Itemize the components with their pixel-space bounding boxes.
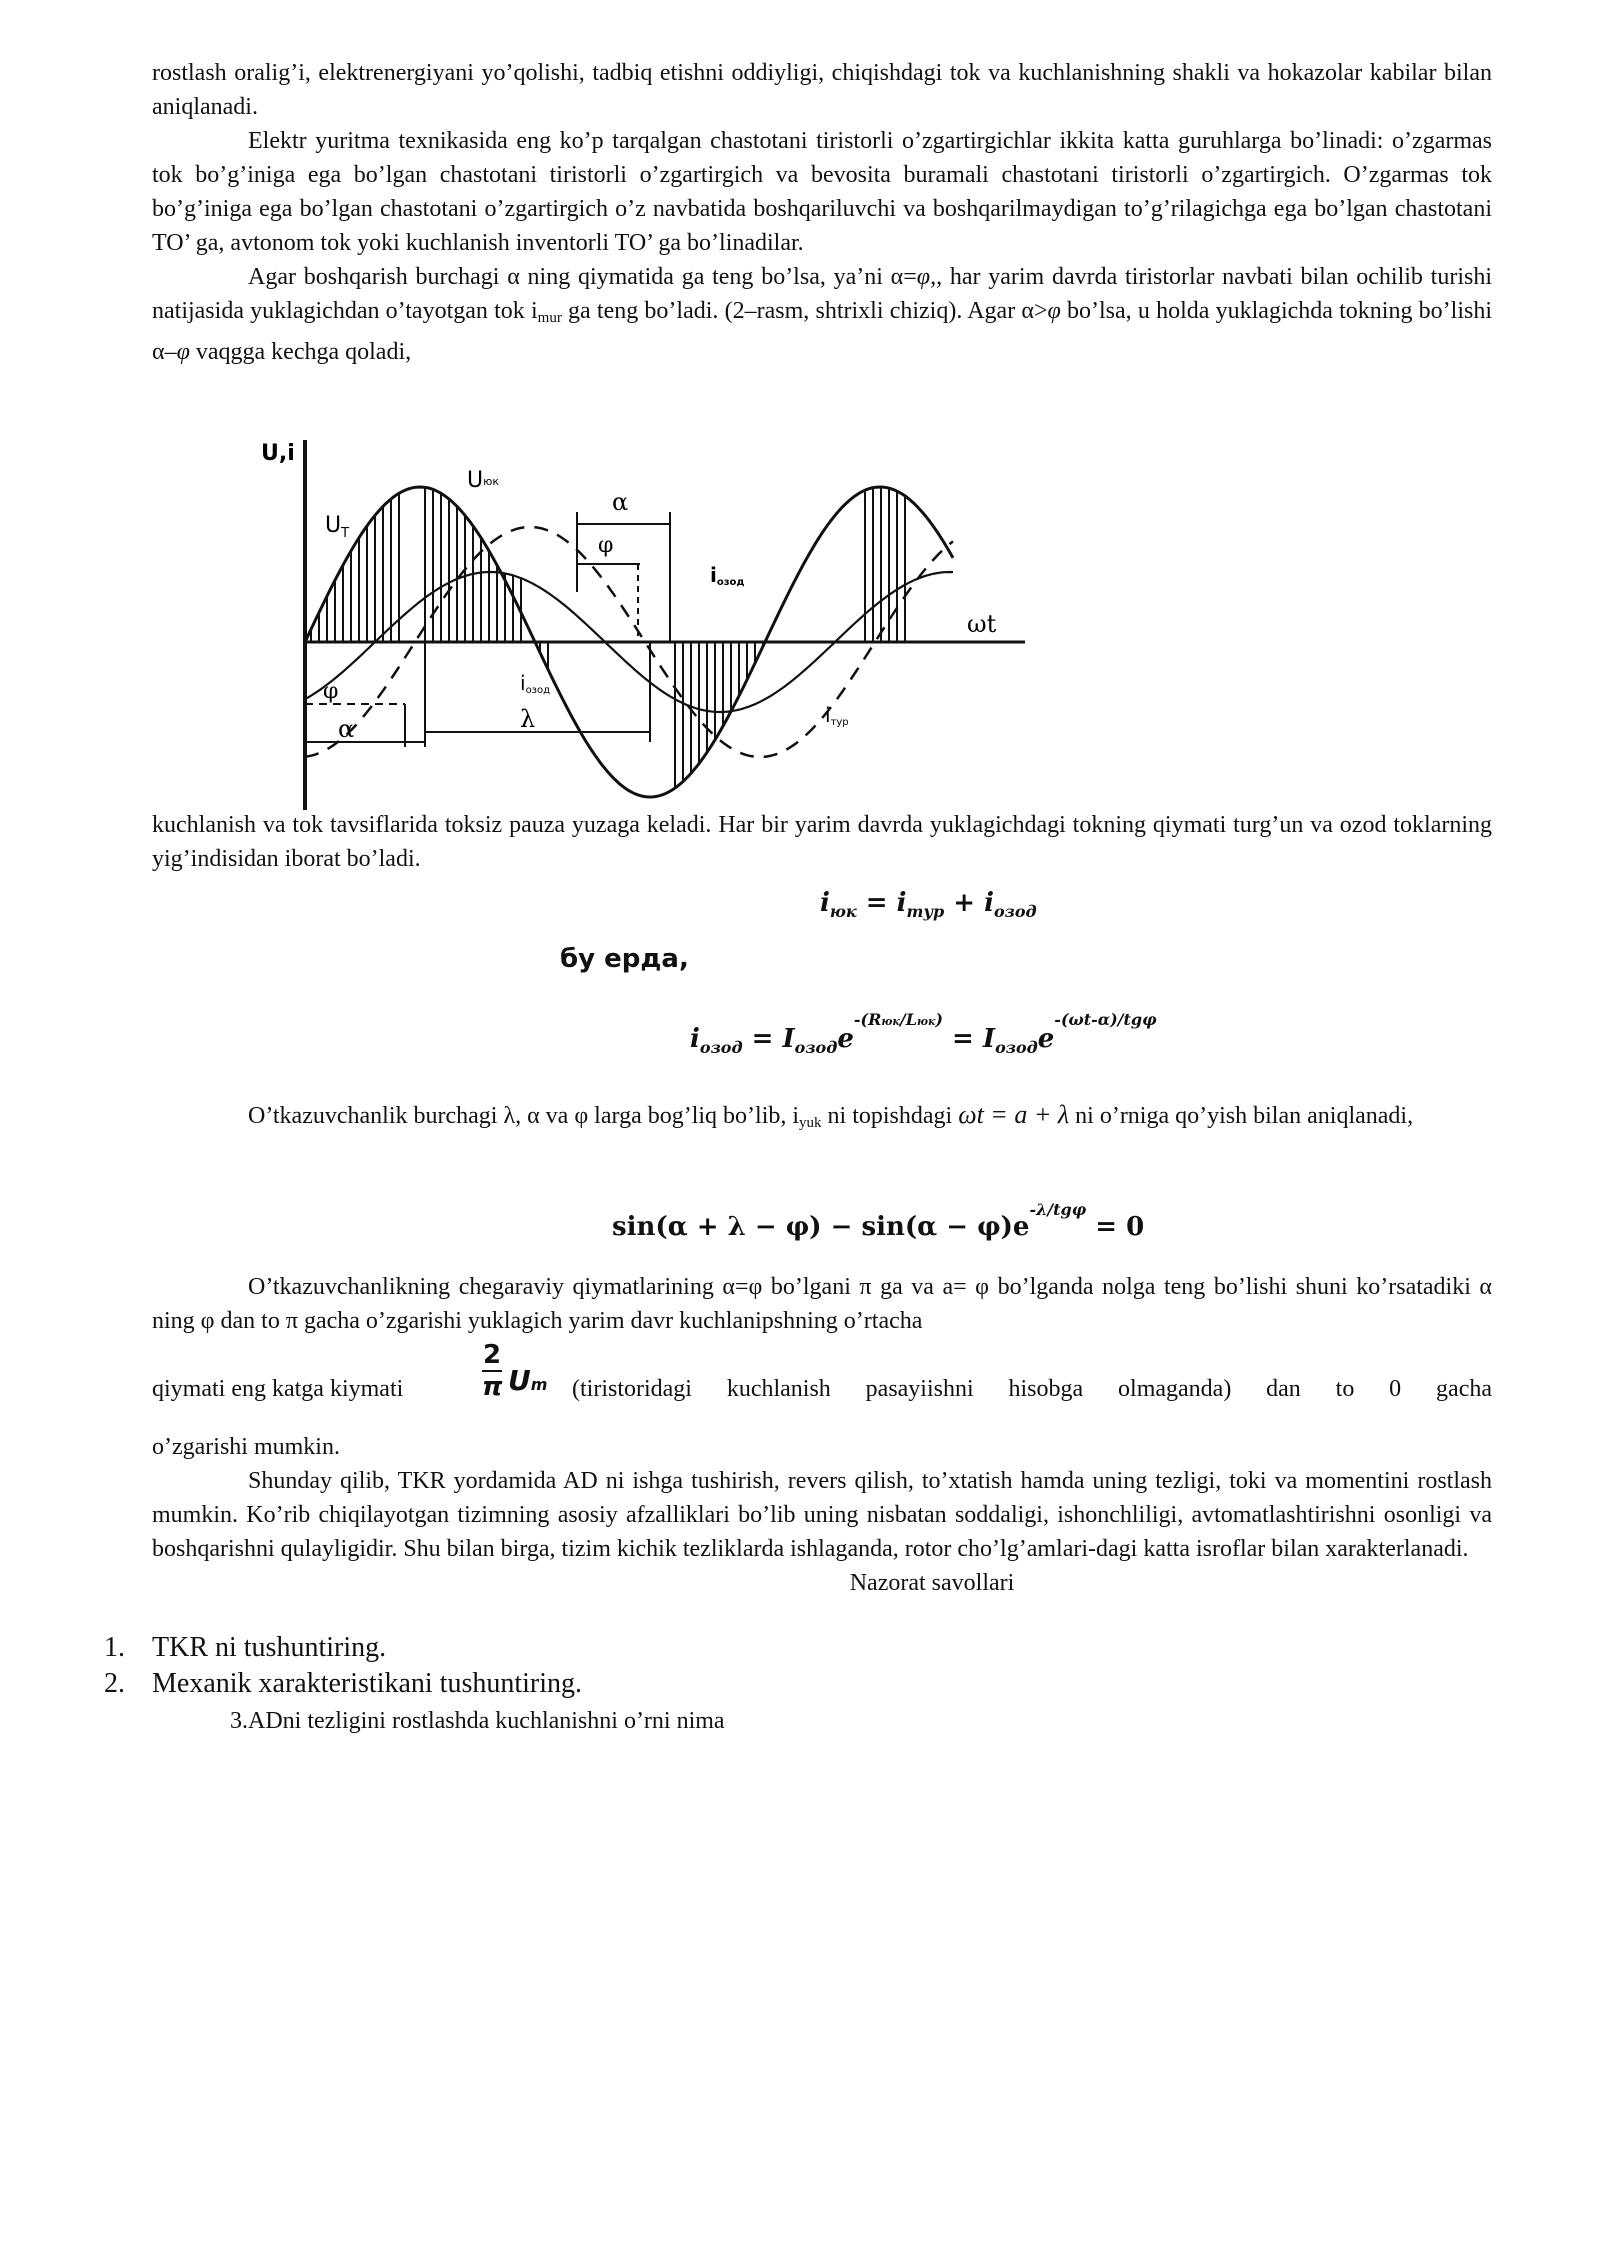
question-3: 3.ADni tezligini rostlashda kuchlanishni o’rni nima xyxy=(230,1708,725,1734)
paragraph-5: O’tkazuvchanlik burchagi λ, α va φ larga bog’liq bo’lib, $i_{yuk}$ ni topishdagi ωt = a + λ ni o’rniga qo’yish bilan aniqlanadi, xyxy=(248,1100,1414,1131)
paragraph-8: o’zgarishi mumkin. xyxy=(152,1434,340,1460)
label-wt: ωt xyxy=(967,610,997,638)
question-2-text: Mexanik xarakteristikani tushuntiring. xyxy=(152,1668,583,1699)
page-body-5 xyxy=(152,1430,1492,1600)
page-body-2 xyxy=(152,808,1492,876)
equation-3: $\sin(\alpha + \lambda - \varphi) - \sin(\alpha - \varphi)e^{-\lambda/tg\varphi} = 0$ xyxy=(612,1200,1145,1242)
para7-text-b: (tiristoridagi kuchlanish pasayiishni hisobga olmaganda) dan to 0 gacha xyxy=(572,1376,1492,1402)
fraction: 2 π xyxy=(482,1340,503,1402)
um-symbol: Um xyxy=(508,1364,548,1397)
equation-2: $i_{озод} = I_{озод}e^{-(Rюк/Lюк)} = I_{озод}e^{-(\omega t-\alpha)/tg\varphi}$ xyxy=(690,1010,1157,1057)
paragraph-9: Shunday qilib, TKR yordamida AD ni ishga tushirish, revers qilish, to’xtatish hamda uning tezligi, toki va momentini rostlash mumkin. Ko’rib chiqilayotgan tizimning asosiy afzalliklari bo’lib uning nisbatan soddaligi, ishonchliligi, avtomatlashtirishni osonligi va boshqarishni qulayligidir. Shu bilan birga, tizim kichik tezliklarda ishlaganda, rotor cho’lg’amlari-dagi katta isroflar bilan xarakterlanadi. xyxy=(152,1468,1492,1562)
paragraph-6: O’tkazuvchanlikning chegaraviy qiymatlarining α=φ bo’lgani π ga va a= φ bo’lganda nolga teng bo’lishi shuni ko’rsatadiki α ning φ dan to π gacha o’zgarishi yuklagich yarim davr kuchlanipshning o’rtacha xyxy=(152,1274,1492,1334)
paragraph-3: Agar boshqarish burchagi α ning qiymatida ga teng bo’lsa, ya’ni α=φ,, har yarim davrda tiristorlar navbati bilan ochilib turishi natijasida yuklagichdan o’tayotgan tok $i_{mur}$ ga teng bo’ladi. (2–rasm, shtrixli chiziq). Agar α>φ bo’lsa, u holda yuklagichda tokning bo’lishi α–φ vaqgga kechga qoladi, xyxy=(152,264,1493,365)
paragraph-1: rostlash oralig’i, elektrenergiyani yo’qolishi, tadbiq etishni oddiyligi, chiqishdagi tok va kuchlanishning shakli va hokazolar kabilar bilan aniqlanadi. xyxy=(152,60,1492,120)
label-iozod-bottom: iозод xyxy=(520,671,551,696)
question-1-text: TKR ni tushuntiring. xyxy=(152,1632,387,1663)
section-title: Nazorat savollari xyxy=(849,1570,1015,1596)
label-alpha-top: α xyxy=(612,488,629,516)
page-body-3 xyxy=(152,1098,1492,1140)
y-axis-label: U,i xyxy=(261,441,295,466)
page-body xyxy=(152,56,1492,369)
para7-text-a: qiymati eng katga kiymati xyxy=(152,1376,404,1402)
label-uyuk: Uюк xyxy=(467,468,500,493)
page-body-4 xyxy=(152,1270,1492,1338)
paragraph-4: kuchlanish va tok tavsiflarida toksiz pauza yuzaga keladi. Har bir yarim davrda yuklagichdagi tokning qiymati turg’un va ozod toklarning yig’indisidan iborat bo’ladi. xyxy=(152,812,1492,872)
question-1: 1. xyxy=(104,1632,125,1663)
paragraph-2: Elektr yuritma texnikasida eng ko’p tarqalgan chastotani tiristorli o’zgartirgichlar ikkita katta guruhlarga bo’linadi: o’zgarmas tok bo’g’iniga ega bo’lgan chastotani tiristorli o’zgartirgich va bevosita buramali chastotani tiristorli o’zgartirgich. O’zgarmas tok bo’g’iniga ega bo’lgan chastotani o’zgartirgich o’z navbatida boshqariluvchi va boshqarilmaydigan to’g’rilagichga ega bo’lgan chastotani TO’ ga, avtonom tok yoki kuchlanish inventorli TO’ ga bo’linadilar. xyxy=(152,128,1492,256)
label-iozod-top: iозод xyxy=(710,563,745,588)
label-ut: $U_T$ xyxy=(325,513,350,541)
equation-1: $i_{юк} = i_{тур} + i_{озод}$ xyxy=(820,888,1037,921)
waveform-figure xyxy=(255,432,1025,812)
label-lambda: λ xyxy=(520,705,536,733)
label-itur: iтур xyxy=(825,703,849,728)
label-phi-bottom: φ xyxy=(323,679,339,704)
label-phi-top: φ xyxy=(598,533,614,558)
paragraph-7 xyxy=(152,1342,1492,1432)
bu-erda-label: бу ерда, xyxy=(560,944,689,974)
label-alpha-bottom: α xyxy=(338,715,355,743)
question-2: 2. xyxy=(104,1668,125,1699)
